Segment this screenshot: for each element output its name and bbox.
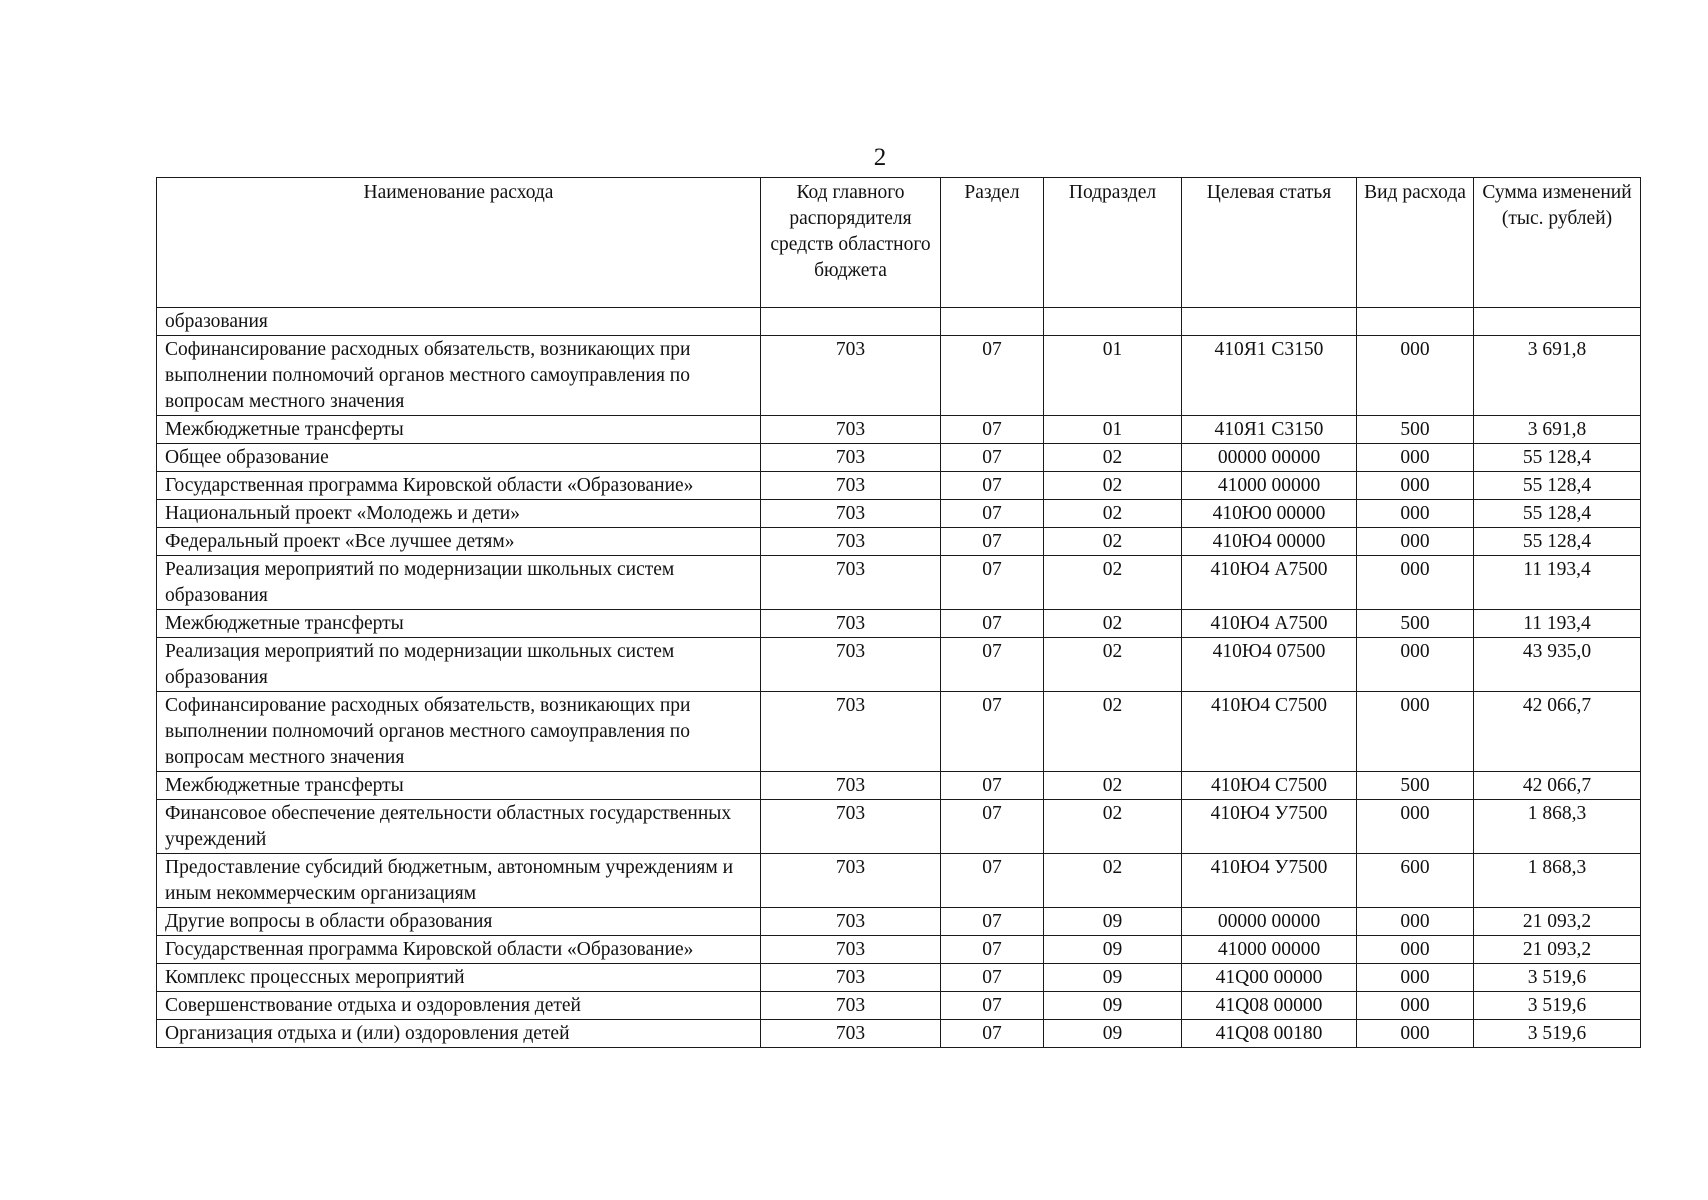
target-article-cell: 41Q08 00180 — [1182, 1020, 1357, 1048]
expense-type-cell: 000 — [1357, 336, 1474, 416]
section-cell: 07 — [941, 472, 1044, 500]
administrator-code-cell: 703 — [761, 528, 941, 556]
target-article-cell: 410Я1 С3150 — [1182, 416, 1357, 444]
expense-type-cell: 000 — [1357, 1020, 1474, 1048]
expense-name-cell: Реализация мероприятий по модернизации школьных систем образования — [157, 556, 761, 610]
amount-cell — [1474, 308, 1641, 336]
budget-changes-table — [156, 177, 1641, 1048]
target-article-cell: 410Ю4 С7500 — [1182, 772, 1357, 800]
table-body — [157, 308, 1641, 1048]
subsection-cell: 09 — [1044, 908, 1182, 936]
expense-name-cell: Организация отдыха и (или) оздоровления детей — [157, 1020, 761, 1048]
amount-cell: 3 519,6 — [1474, 1020, 1641, 1048]
header-administrator-code: Код главного распорядителя средств областного бюджета — [761, 178, 941, 308]
amount-cell: 55 128,4 — [1474, 500, 1641, 528]
table-header-row — [157, 178, 1641, 308]
section-cell: 07 — [941, 964, 1044, 992]
expense-name-cell: Другие вопросы в области образования — [157, 908, 761, 936]
section-cell: 07 — [941, 1020, 1044, 1048]
table-row — [157, 336, 1641, 416]
subsection-cell: 09 — [1044, 992, 1182, 1020]
section-cell: 07 — [941, 936, 1044, 964]
table-row — [157, 772, 1641, 800]
amount-cell: 1 868,3 — [1474, 800, 1641, 854]
section-cell: 07 — [941, 416, 1044, 444]
amount-cell: 1 868,3 — [1474, 854, 1641, 908]
table-row — [157, 1020, 1641, 1048]
amount-cell: 3 691,8 — [1474, 336, 1641, 416]
section-cell: 07 — [941, 772, 1044, 800]
section-cell: 07 — [941, 692, 1044, 772]
subsection-cell: 02 — [1044, 472, 1182, 500]
expense-type-cell: 500 — [1357, 610, 1474, 638]
amount-cell: 11 193,4 — [1474, 556, 1641, 610]
administrator-code-cell: 703 — [761, 472, 941, 500]
expense-name-cell: Межбюджетные трансферты — [157, 610, 761, 638]
header-target-article: Целевая статья — [1182, 178, 1357, 308]
table-row — [157, 936, 1641, 964]
table-row — [157, 964, 1641, 992]
amount-cell: 55 128,4 — [1474, 528, 1641, 556]
subsection-cell: 02 — [1044, 638, 1182, 692]
table-row — [157, 416, 1641, 444]
subsection-cell: 02 — [1044, 610, 1182, 638]
target-article-cell: 41Q00 00000 — [1182, 964, 1357, 992]
target-article-cell: 410Ю4 У7500 — [1182, 800, 1357, 854]
subsection-cell — [1044, 308, 1182, 336]
administrator-code-cell: 703 — [761, 1020, 941, 1048]
table-row — [157, 692, 1641, 772]
table-row — [157, 610, 1641, 638]
section-cell: 07 — [941, 444, 1044, 472]
subsection-cell: 02 — [1044, 800, 1182, 854]
section-cell: 07 — [941, 800, 1044, 854]
administrator-code-cell: 703 — [761, 416, 941, 444]
expense-type-cell: 000 — [1357, 908, 1474, 936]
section-cell: 07 — [941, 638, 1044, 692]
section-cell: 07 — [941, 908, 1044, 936]
subsection-cell: 02 — [1044, 528, 1182, 556]
administrator-code-cell: 703 — [761, 500, 941, 528]
target-article-cell: 410Ю4 У7500 — [1182, 854, 1357, 908]
amount-cell: 3 691,8 — [1474, 416, 1641, 444]
subsection-cell: 02 — [1044, 556, 1182, 610]
table-row — [157, 908, 1641, 936]
administrator-code-cell: 703 — [761, 556, 941, 610]
expense-name-cell: Финансовое обеспечение деятельности областных государственных учреждений — [157, 800, 761, 854]
section-cell: 07 — [941, 854, 1044, 908]
expense-type-cell: 600 — [1357, 854, 1474, 908]
table-row — [157, 638, 1641, 692]
target-article-cell: 00000 00000 — [1182, 908, 1357, 936]
target-article-cell — [1182, 308, 1357, 336]
expense-name-cell: Софинансирование расходных обязательств, возникающих при выполнении полномочий органов местного самоуправления по вопросам местного значения — [157, 692, 761, 772]
section-cell: 07 — [941, 992, 1044, 1020]
subsection-cell: 09 — [1044, 964, 1182, 992]
section-cell: 07 — [941, 500, 1044, 528]
subsection-cell: 09 — [1044, 936, 1182, 964]
section-cell: 07 — [941, 556, 1044, 610]
amount-cell: 42 066,7 — [1474, 692, 1641, 772]
section-cell: 07 — [941, 528, 1044, 556]
administrator-code-cell: 703 — [761, 964, 941, 992]
amount-cell: 11 193,4 — [1474, 610, 1641, 638]
expense-name-cell: Комплекс процессных мероприятий — [157, 964, 761, 992]
table-row — [157, 308, 1641, 336]
expense-name-cell: образования — [157, 308, 761, 336]
page-number: 2 — [873, 144, 887, 171]
expense-type-cell: 000 — [1357, 936, 1474, 964]
administrator-code-cell: 703 — [761, 610, 941, 638]
section-cell: 07 — [941, 610, 1044, 638]
amount-cell: 21 093,2 — [1474, 936, 1641, 964]
section-cell — [941, 308, 1044, 336]
table-row — [157, 992, 1641, 1020]
expense-type-cell — [1357, 308, 1474, 336]
amount-cell: 3 519,6 — [1474, 964, 1641, 992]
subsection-cell: 02 — [1044, 692, 1182, 772]
expense-name-cell: Государственная программа Кировской области «Образование» — [157, 936, 761, 964]
administrator-code-cell — [761, 308, 941, 336]
target-article-cell: 41000 00000 — [1182, 472, 1357, 500]
header-amount: Сумма изменений (тыс. рублей) — [1474, 178, 1641, 308]
subsection-cell: 02 — [1044, 444, 1182, 472]
expense-name-cell: Государственная программа Кировской области «Образование» — [157, 472, 761, 500]
target-article-cell: 410Я1 С3150 — [1182, 336, 1357, 416]
expense-type-cell: 500 — [1357, 416, 1474, 444]
target-article-cell: 410Ю4 А7500 — [1182, 610, 1357, 638]
target-article-cell: 410Ю4 С7500 — [1182, 692, 1357, 772]
administrator-code-cell: 703 — [761, 638, 941, 692]
expense-name-cell: Федеральный проект «Все лучшее детям» — [157, 528, 761, 556]
header-expense-name: Наименование расхода — [157, 178, 761, 308]
administrator-code-cell: 703 — [761, 908, 941, 936]
table-row — [157, 528, 1641, 556]
expense-type-cell: 000 — [1357, 638, 1474, 692]
subsection-cell: 01 — [1044, 416, 1182, 444]
administrator-code-cell: 703 — [761, 772, 941, 800]
expense-type-cell: 000 — [1357, 964, 1474, 992]
amount-cell: 42 066,7 — [1474, 772, 1641, 800]
administrator-code-cell: 703 — [761, 692, 941, 772]
expense-type-cell: 000 — [1357, 800, 1474, 854]
table-row — [157, 854, 1641, 908]
table-row — [157, 500, 1641, 528]
target-article-cell: 410Ю4 А7500 — [1182, 556, 1357, 610]
expense-name-cell: Предоставление субсидий бюджетным, автономным учреждениям и иным некоммерческим организациям — [157, 854, 761, 908]
subsection-cell: 02 — [1044, 500, 1182, 528]
header-subsection: Подраздел — [1044, 178, 1182, 308]
subsection-cell: 02 — [1044, 772, 1182, 800]
amount-cell: 43 935,0 — [1474, 638, 1641, 692]
target-article-cell: 00000 00000 — [1182, 444, 1357, 472]
target-article-cell: 41Q08 00000 — [1182, 992, 1357, 1020]
expense-type-cell: 000 — [1357, 528, 1474, 556]
header-section: Раздел — [941, 178, 1044, 308]
expense-type-cell: 500 — [1357, 772, 1474, 800]
administrator-code-cell: 703 — [761, 854, 941, 908]
expense-type-cell: 000 — [1357, 692, 1474, 772]
amount-cell: 21 093,2 — [1474, 908, 1641, 936]
expense-type-cell: 000 — [1357, 992, 1474, 1020]
expense-name-cell: Общее образование — [157, 444, 761, 472]
expense-type-cell: 000 — [1357, 444, 1474, 472]
amount-cell: 3 519,6 — [1474, 992, 1641, 1020]
expense-type-cell: 000 — [1357, 556, 1474, 610]
subsection-cell: 01 — [1044, 336, 1182, 416]
expense-name-cell: Межбюджетные трансферты — [157, 416, 761, 444]
subsection-cell: 09 — [1044, 1020, 1182, 1048]
amount-cell: 55 128,4 — [1474, 472, 1641, 500]
subsection-cell: 02 — [1044, 854, 1182, 908]
administrator-code-cell: 703 — [761, 992, 941, 1020]
table-row — [157, 472, 1641, 500]
administrator-code-cell: 703 — [761, 936, 941, 964]
table-row — [157, 556, 1641, 610]
amount-cell: 55 128,4 — [1474, 444, 1641, 472]
expense-name-cell: Софинансирование расходных обязательств, возникающих при выполнении полномочий органов местного самоуправления по вопросам местного значения — [157, 336, 761, 416]
table-row — [157, 444, 1641, 472]
header-expense-type: Вид расхода — [1357, 178, 1474, 308]
target-article-cell: 410Ю4 07500 — [1182, 638, 1357, 692]
administrator-code-cell: 703 — [761, 336, 941, 416]
target-article-cell: 410Ю4 00000 — [1182, 528, 1357, 556]
expense-type-cell: 000 — [1357, 500, 1474, 528]
administrator-code-cell: 703 — [761, 800, 941, 854]
target-article-cell: 41000 00000 — [1182, 936, 1357, 964]
target-article-cell: 410Ю0 00000 — [1182, 500, 1357, 528]
administrator-code-cell: 703 — [761, 444, 941, 472]
expense-name-cell: Совершенствование отдыха и оздоровления детей — [157, 992, 761, 1020]
expense-name-cell: Межбюджетные трансферты — [157, 772, 761, 800]
expense-name-cell: Национальный проект «Молодежь и дети» — [157, 500, 761, 528]
table-row — [157, 800, 1641, 854]
section-cell: 07 — [941, 336, 1044, 416]
expense-type-cell: 000 — [1357, 472, 1474, 500]
expense-name-cell: Реализация мероприятий по модернизации школьных систем образования — [157, 638, 761, 692]
